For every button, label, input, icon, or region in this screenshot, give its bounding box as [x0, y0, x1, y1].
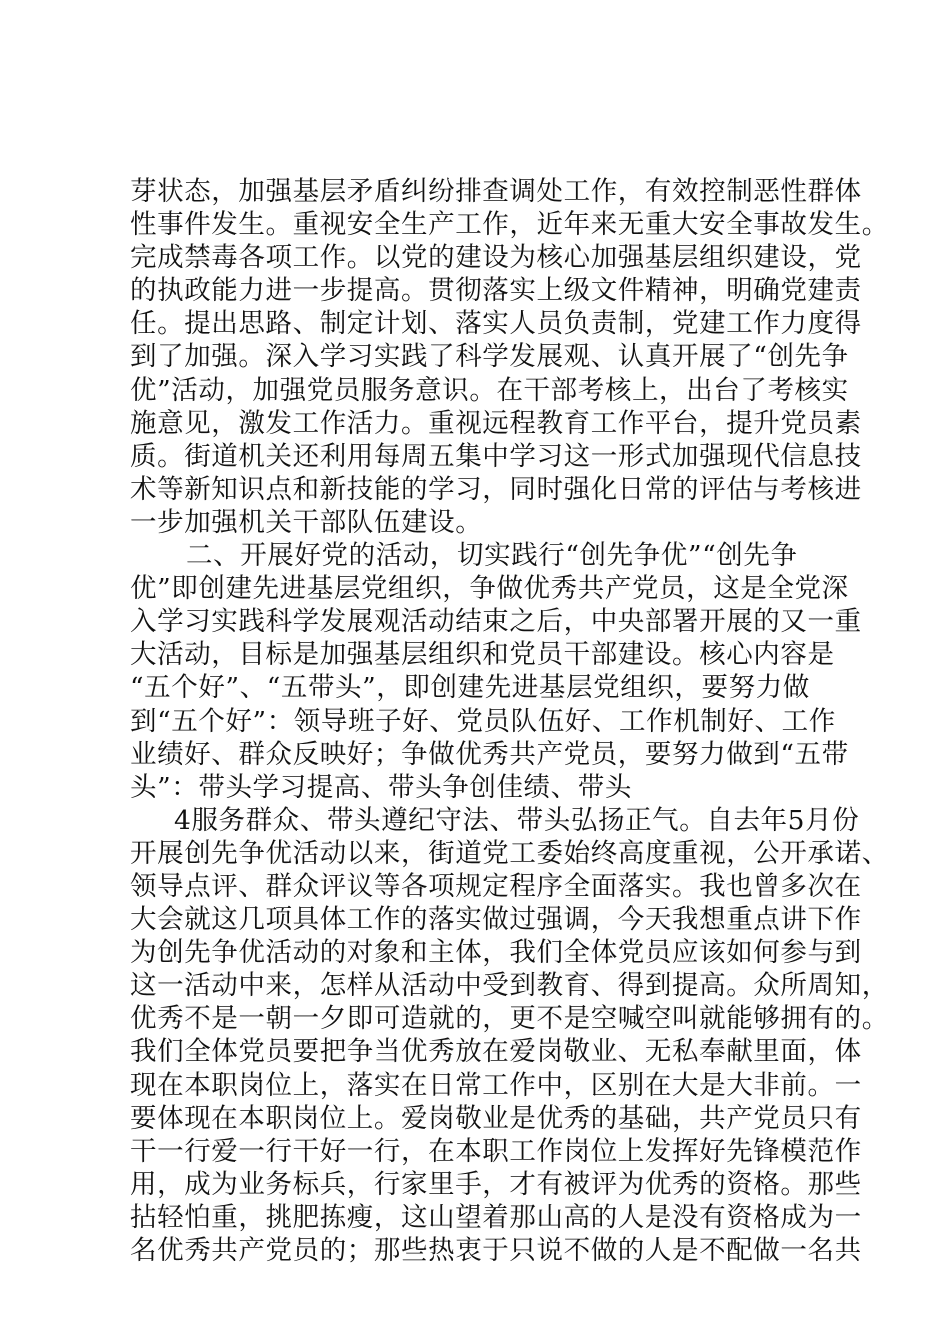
text-line: 用，成为业务标兵，行家里手，才有被评为优秀的资格。那些 — [130, 1168, 862, 1200]
text-line: 的执政能力进一步提高。贯彻落实上级文件精神，明确党建责 — [130, 275, 862, 307]
text-line: 大活动，目标是加强基层组织和党员干部建设。核心内容是 — [130, 639, 835, 671]
text-line: 要体现在本职岗位上。爱岗敬业是优秀的基础，共产党员只有 — [130, 1102, 862, 1134]
text-line: 为创先争优活动的对象和主体，我们全体党员应该如何参与到 — [130, 937, 862, 969]
text-line: 芽状态，加强基层矛盾纠纷排查调处工作，有效控制恶性群体 — [130, 176, 862, 207]
text-line: 优”活动，加强党员服务意识。在干部考核上，出台了考核实 — [130, 374, 849, 406]
text-line: 头”：带头学习提高、带头争创佳绩、带头 — [130, 771, 632, 803]
text-line: 拈轻怕重，挑肥拣瘦，这山望着那山高的人是没有资格成为一 — [130, 1201, 862, 1233]
text-line: 干一行爱一行干好一行，在本职工作岗位上发挥好先锋模范作 — [130, 1135, 862, 1167]
text-line: 优秀不是一朝一夕即可造就的，更不是空喊空叫就能够拥有的。 — [130, 1003, 889, 1035]
text-line: 施意见，激发工作活力。重视远程教育工作平台，提升党员素 — [130, 407, 862, 439]
text-line: 开展创先争优活动以来，街道党工委始终高度重视，公开承诺、 — [130, 837, 889, 869]
text-line: 到“五个好”：领导班子好、党员队伍好、工作机制好、工作 — [130, 705, 836, 737]
paragraph-start-line: 4服务群众、带头遵纪守法、带头弘扬正气。自去年5月份 — [174, 804, 860, 836]
text-line: “五个好”、“五带头”，即创建先进基层党组织，要努力做 — [130, 672, 810, 704]
text-line: 业绩好、群众反映好；争做优秀共产党员，要努力做到“五带 — [130, 738, 849, 770]
text-line: 大会就这几项具体工作的落实做过强调，今天我想重点讲下作 — [130, 904, 862, 936]
text-line: 这一活动中来，怎样从活动中受到教育、得到提高。众所周知， — [130, 970, 889, 1002]
text-line: 一步加强机关干部队伍建设。 — [130, 506, 483, 538]
text-line: 名优秀共产党员的；那些热衷于只说不做的人是不配做一名共 — [130, 1235, 862, 1266]
text-line: 入学习实践科学发展观活动结束之后，中央部署开展的又一重 — [130, 606, 862, 638]
text-line: 质。街道机关还利用每周五集中学习这一形式加强现代信息技 — [130, 440, 862, 472]
text-line: 现在本职岗位上，落实在日常工作中，区别在大是大非前。一 — [130, 1069, 862, 1101]
section-heading-line: 二、开展好党的活动，切实践行“创先争优”“创先争 — [186, 540, 798, 572]
document-body — [130, 175, 889, 1267]
text-line: 完成禁毒各项工作。以党的建设为核心加强基层组织建设，党 — [130, 242, 862, 274]
text-line: 优”即创建先进基层党组织，争做优秀共产党员，这是全党深 — [130, 573, 849, 605]
text-line: 术等新知识点和新技能的学习，同时强化日常的评估与考核进 — [130, 473, 862, 505]
text-line: 我们全体党员要把争当优秀放在爱岗敬业、无私奉献里面，体 — [130, 1036, 862, 1068]
text-line: 任。提出思路、制定计划、落实人员负责制，党建工作力度得 — [130, 308, 862, 340]
text-line: 性事件发生。重视安全生产工作，近年来无重大安全事故发生。 — [130, 209, 889, 241]
text-line: 到了加强。深入学习实践了科学发展观、认真开展了“创先争 — [130, 341, 849, 373]
text-line: 领导点评、群众评议等各项规定程序全面落实。我也曾多次在 — [130, 870, 862, 902]
